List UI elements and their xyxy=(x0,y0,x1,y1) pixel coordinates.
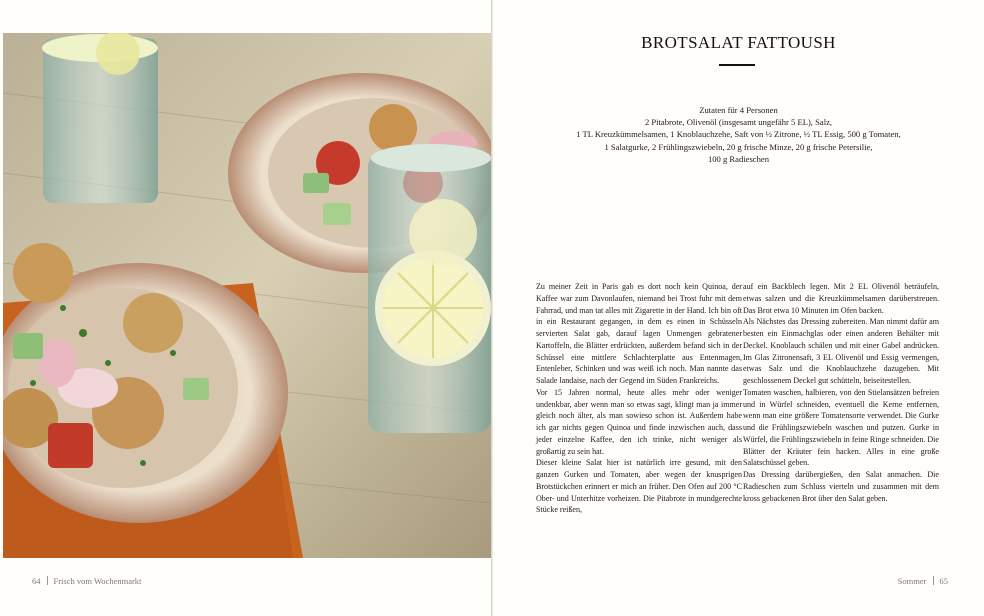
fattoush-photo-illustration xyxy=(3,33,491,558)
text-column-2 xyxy=(743,281,939,504)
right-page-number: 65 xyxy=(939,576,948,586)
paragraph: Als Nächstes das Dressing zubereiten. Man nimmt dafür am besten ein Einmachglas oder einen anderen Behälter mit Deckel. Knoblauch schälen und mit einer Gabel andrücken. Im Glas Zitronensaft, 3 EL Olivenöl und Essig vermengen, etwas Salz und die Knoblauchzehe dazugeben. Mit geschlossenem Deckel gut schütteln, beiseitestellen. xyxy=(743,317,939,385)
folio-divider xyxy=(933,576,934,585)
ingredients-line: 2 Pitabrote, Olivenöl (insgesamt ungefähr 5 EL), Salz, xyxy=(644,117,833,128)
right-page xyxy=(493,0,984,616)
ingredients-line: Zutaten für 4 Personen xyxy=(699,105,778,115)
left-page xyxy=(0,0,491,616)
paragraph: Zu meiner Zeit in Paris gab es dort noch kein Quinoa, der Kaffee war zum Davonlaufen, niemand bei Trost fuhr mit dem Fahrrad, und man tat alles mit Zigarette in der Hand. Ich bin oft in ein Restaurant gegangen, in dem es einen in Schüsseln servierten Salat gab, darauf lagen Unmengen gebratener Kartoffeln, die Blätter erdrückten, außerdem befand sich in der Schüssel eine mittlere Schlachterplatte aus Entenmagen, Entenleber, Schinken und was weiß ich noch. Man nannte das Salade landaise, nach der Gegend im Süden Frankreichs. xyxy=(536,282,742,385)
folio-divider xyxy=(47,576,48,585)
paragraph: Vor 15 Jahren normal, heute alles mehr oder weniger undenkbar, aber wenn man so etwas sagt, klingt man ja immer gleich noch älter, als man sowieso schon ist. Außerdem habe ich gar nichts gegen Quinoa und finde inzwischen auch, dass jeder einzelne Kaffee, den ich trinke, nicht weniger als großartig zu sein hat. xyxy=(536,387,742,456)
paragraph: Tomaten waschen, halbieren, von den Stielansätzen befreien und in Würfel schneiden, eventuell die Kerne entfernen, wenn man eine größere Tomatensorte verwendet. Die Gurke und die Frühlingszwiebeln waschen und putzen. Gurke in Würfel, die Frühlingszwiebeln in feine Ringe schneiden. Die Blätter der Kräuter fein hacken. Alles in eine große Salatschüssel geben. xyxy=(743,387,939,468)
ingredients-line: 1 Salatgurke, 2 Frühlingszwiebeln, 20 g frische Minze, 20 g frische Petersilie, xyxy=(604,141,873,152)
left-running-title: Frisch vom Wochenmarkt xyxy=(53,576,142,586)
text-column-1 xyxy=(536,281,742,516)
ingredients-line: 100 g Radieschen xyxy=(707,153,770,164)
right-folio xyxy=(898,576,948,586)
right-running-title: Sommer xyxy=(897,576,927,586)
ingredients-line: 1 TL Kreuzkümmelsamen, 1 Knoblauchzehe, Saft von ½ Zitrone, ½ TL Essig, 500 g Tomaten, xyxy=(576,129,901,140)
food-photo xyxy=(3,33,491,558)
paragraph: Dieser kleine Salat hier ist natürlich irre gesund, mit den ganzen Gurken und Tomaten, aber wegen der knusprigen Brotstückchen erinnert er mich an früher. Den Ofen auf 200 °C Ober- und Unterhitze vorheizen. Die Pitabrote in mundgerechte Stücke reißen, xyxy=(536,458,742,515)
paragraph: Das Dressing darübergießen, den Salat anmachen. Die Radieschen zum Schluss vierteln und zusammen mit dem kross gebackenen Brot über den Salat geben. xyxy=(743,470,939,503)
paragraph: auf ein Backblech legen. Mit 2 EL Olivenöl beträufeln, etwas salzen und die Kreuzkümmelsamen darüberstreuen. Das Brot etwa 10 Minuten im Ofen backen. xyxy=(743,282,939,315)
title-rule xyxy=(719,64,755,66)
left-page-number: 64 xyxy=(32,576,41,586)
ingredients-block xyxy=(513,104,964,165)
recipe-title: BROTSALAT FATTOUSH xyxy=(641,33,836,52)
left-folio xyxy=(32,576,141,586)
